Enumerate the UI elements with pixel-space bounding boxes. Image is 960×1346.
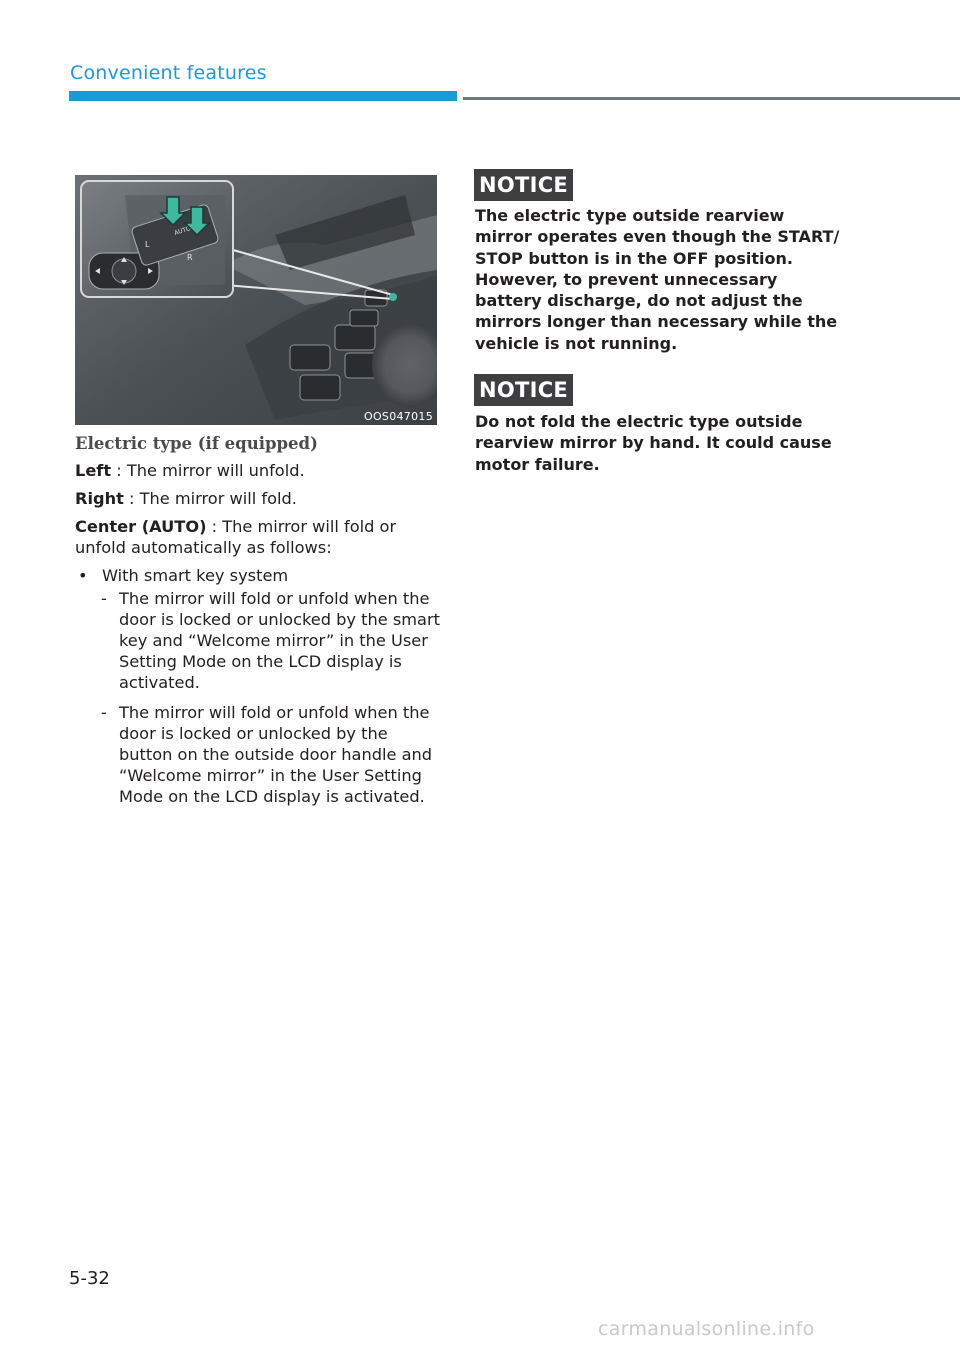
item-center-text: : The mirror will fold or unfold automatically as follows: (75, 517, 397, 557)
bullet-text: With smart key system (102, 566, 289, 585)
dash-symbol: - (101, 589, 107, 608)
switch-label-left: L (145, 240, 150, 249)
switch-label-right: R (187, 253, 193, 262)
section-heading: Electric type (if equipped) (75, 434, 318, 453)
item-right-text: : The mirror will fold. (123, 489, 297, 508)
notice-text: The electric type outside rearview mirror operates even though the START/ STOP button is in the OFF position. However, to prevent unnecessary battery discharge, do not adjust the mirrors longer than necessary while the vehicle is not running. (475, 206, 840, 353)
dash-text: The mirror will fold or unfold when the door is locked or unlocked by the button on the outside door handle and “Welcome mirror” in the User Setting Mode on the LCD display is activated. (119, 703, 433, 806)
notice-label: NOTICE (474, 169, 573, 201)
item-center (75, 516, 440, 558)
notice-text: Do not fold the electric type outside rearview mirror by hand. It could cause motor failure. (475, 412, 832, 474)
item-center-label: Center (AUTO) (75, 517, 207, 536)
dash-symbol: - (101, 703, 107, 722)
bullet-symbol: • (78, 566, 88, 585)
item-left-label: Left (75, 461, 112, 480)
door-switch-illustration (75, 175, 437, 425)
watermark: carmanualsonline.info (598, 1318, 815, 1340)
page-number: 5-32 (69, 1268, 110, 1289)
item-left (75, 460, 440, 481)
header-rule (463, 97, 960, 100)
dash-item (99, 588, 440, 693)
notice-label: NOTICE (474, 374, 573, 406)
figure-code: OOS047015 (364, 410, 433, 423)
section-header-title: Convenient features (70, 62, 267, 84)
description-column (75, 460, 440, 816)
dash-item (99, 702, 440, 807)
bullet-item (75, 565, 440, 586)
header-accent-bar (69, 91, 457, 101)
dash-text: The mirror will fold or unfold when the door is locked or unlocked by the smart key and “Welcome mirror” in the User Setting Mode on the LCD display is activated. (119, 589, 440, 692)
item-right-label: Right (75, 489, 124, 508)
item-left-text: : The mirror will unfold. (111, 461, 305, 480)
item-right (75, 488, 440, 509)
switch-label-auto: AUTO (173, 225, 192, 237)
